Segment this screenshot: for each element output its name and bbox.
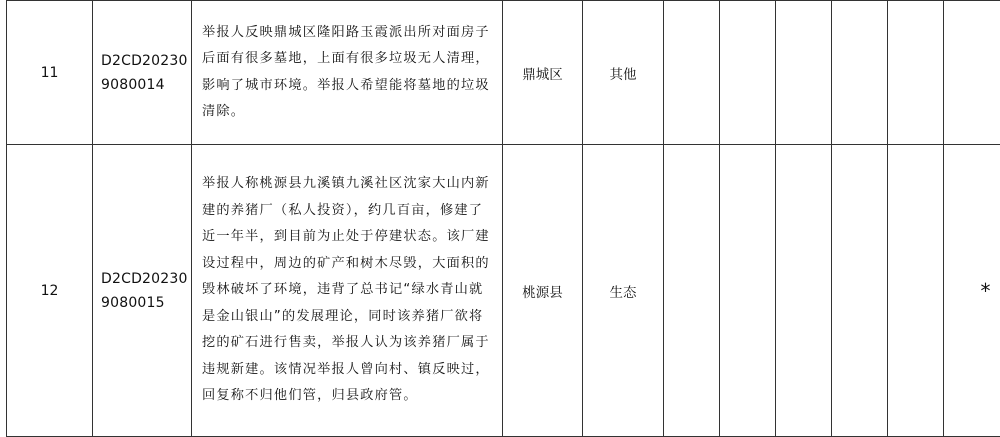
empty-cell	[776, 145, 832, 437]
table-row	[7, 1, 1000, 145]
category-cell: 其他	[583, 1, 664, 145]
category-cell: 生态	[583, 145, 664, 437]
empty-cell	[664, 145, 720, 437]
table-row	[7, 145, 1000, 437]
complaint-description: 举报人称桃源县九溪镇九溪社区沈家大山内新建的养猪厂（私人投资），约几百亩，修建了近一年半，到目前为止处于停建状态。该厂建设过程中，周边的矿产和树木尽毁，大面积的毁林破坏了环境，违背了总书记“绿水青山就是金山银山”的发展理论，同时该养猪厂欲将挖的矿石进行售卖，举报人认为该养猪厂属于违规新建。该情况举报人曾向村、镇反映过，回复称不归他们管，归县政府管。	[192, 145, 503, 437]
case-code-line1: D2CD20230	[101, 271, 188, 287]
row-index: 11	[7, 1, 93, 145]
empty-cell	[664, 1, 720, 145]
case-code-line2: 9080014	[101, 77, 165, 93]
complaint-description: 举报人反映鼎城区隆阳路玉霞派出所对面房子后面有很多墓地，上面有很多垃圾无人清理，影响了城市环境。举报人希望能将墓地的垃圾清除。	[192, 1, 503, 145]
case-code-line1: D2CD20230	[101, 53, 188, 69]
district-cell: 鼎城区	[503, 1, 583, 145]
complaints-table	[6, 0, 1000, 437]
case-code	[93, 145, 192, 437]
empty-cell	[720, 145, 776, 437]
empty-cell	[888, 145, 944, 437]
empty-cell	[776, 1, 832, 145]
empty-cell	[832, 145, 888, 437]
mark-cell: *	[944, 145, 1000, 437]
district-cell: 桃源县	[503, 145, 583, 437]
row-index: 12	[7, 145, 93, 437]
case-code-line2: 9080015	[101, 295, 165, 311]
mark-cell	[944, 1, 1000, 145]
empty-cell	[720, 1, 776, 145]
empty-cell	[832, 1, 888, 145]
empty-cell	[888, 1, 944, 145]
case-code	[93, 1, 192, 145]
